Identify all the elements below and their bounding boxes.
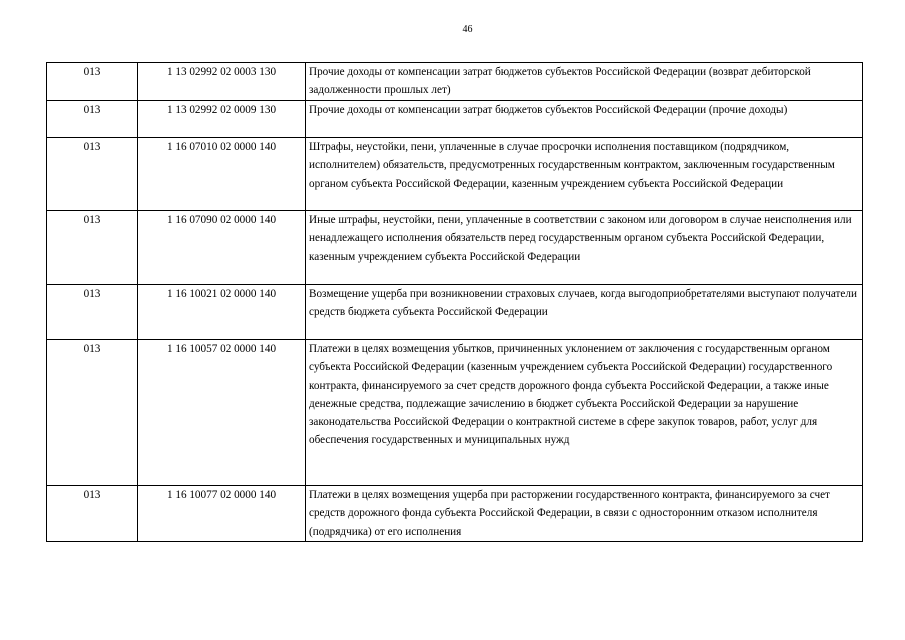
admin-code-cell: 013 — [47, 285, 138, 340]
admin-code-cell: 013 — [47, 486, 138, 542]
table-row — [47, 340, 863, 486]
revenue-name-cell: Иные штрафы, неустойки, пени, уплаченные в соответствии с законом или договором в случае неисполнения или ненадлежащего исполнения обязательств перед государственным органом субъекта Российской Федерации, казенным учреждением субъекта Российской Федерации — [306, 211, 863, 285]
budget-code-cell: 1 16 07010 02 0000 140 — [138, 138, 306, 211]
revenue-name-cell: Прочие доходы от компенсации затрат бюджетов субъектов Российской Федерации (возврат дебиторской задолженности прошлых лет) — [306, 63, 863, 101]
budget-code-cell: 1 16 10077 02 0000 140 — [138, 486, 306, 542]
admin-code-cell: 013 — [47, 211, 138, 285]
admin-code-cell: 013 — [47, 63, 138, 101]
budget-code-cell: 1 13 02992 02 0003 130 — [138, 63, 306, 101]
table-row — [47, 101, 863, 138]
admin-code-cell: 013 — [47, 101, 138, 138]
revenue-name-cell: Возмещение ущерба при возникновении страховых случаев, когда выгодоприобретателями выступают получатели средств бюджета субъекта Российской Федерации — [306, 285, 863, 340]
table-row — [47, 63, 863, 101]
budget-code-cell: 1 16 10057 02 0000 140 — [138, 340, 306, 486]
admin-code-cell: 013 — [47, 340, 138, 486]
table-row — [47, 486, 863, 542]
budget-code-cell: 1 16 07090 02 0000 140 — [138, 211, 306, 285]
revenue-name-cell: Платежи в целях возмещения ущерба при расторжении государственного контракта, финансируемого за счет средств дорожного фонда субъекта Российской Федерации, в связи с односторонним отказом исполнителя (подрядчика) от его исполнения — [306, 486, 863, 542]
admin-code-cell: 013 — [47, 138, 138, 211]
revenue-name-cell: Штрафы, неустойки, пени, уплаченные в случае просрочки исполнения поставщиком (подрядчиком, исполнителем) обязательств, предусмотренных государственным контрактом, заключенным государственным органом субъекта Российской Федерации, казенным учреждением субъекта Российской Федерации — [306, 138, 863, 211]
table-row — [47, 285, 863, 340]
budget-code-cell: 1 13 02992 02 0009 130 — [138, 101, 306, 138]
budget-code-cell: 1 16 10021 02 0000 140 — [138, 285, 306, 340]
revenue-codes-table — [46, 62, 863, 542]
revenue-name-cell: Платежи в целях возмещения убытков, причиненных уклонением от заключения с государственным органом субъекта Российской Федерации (казенным учреждением субъекта Российской Федерации) государственного контракта, финансируемого за счет средств дорожного фонда субъекта Российской Федерации, а также иные денежные средства, подлежащие зачислению в бюджет субъекта Российской Федерации за нарушение законодательства Российской Федерации о контрактной системе в сфере закупок товаров, работ, услуг для обеспечения государственных и муниципальных нужд — [306, 340, 863, 486]
table-row — [47, 138, 863, 211]
table-row — [47, 211, 863, 285]
revenue-name-cell: Прочие доходы от компенсации затрат бюджетов субъектов Российской Федерации (прочие доходы) — [306, 101, 863, 138]
page-number: 46 — [462, 24, 473, 35]
